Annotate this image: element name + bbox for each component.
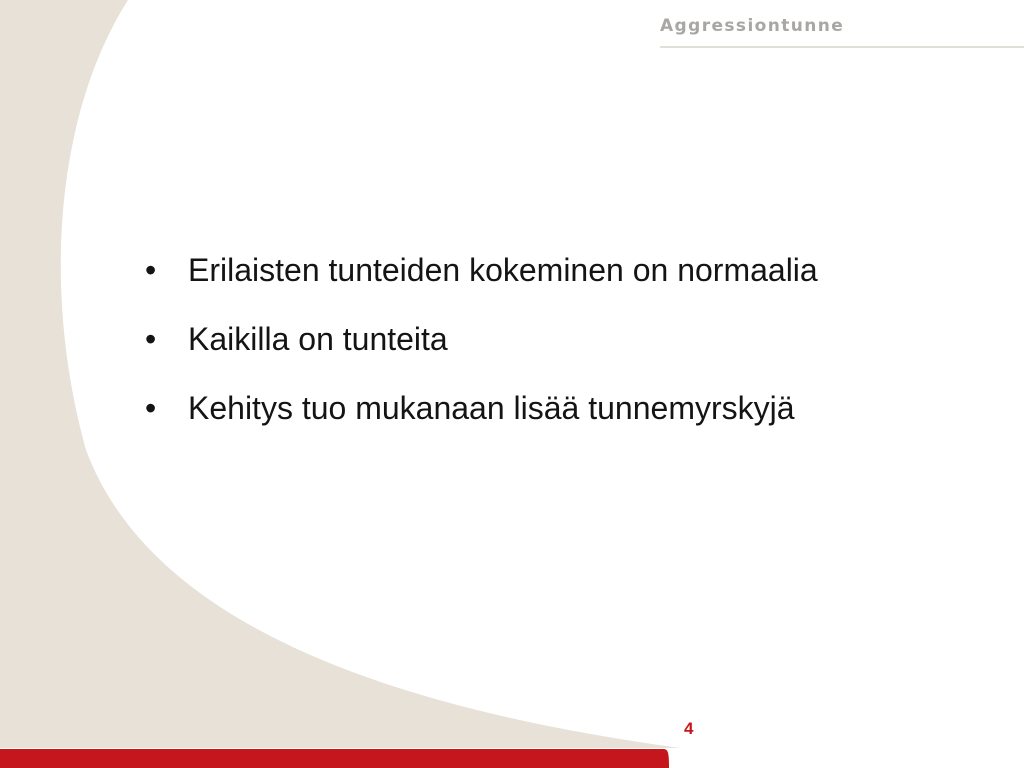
bullet-item — [145, 386, 818, 430]
bullet-marker: • — [145, 390, 157, 426]
page-number: 4 — [684, 719, 694, 738]
bullet-text: Kaikilla on tunteita — [188, 321, 448, 357]
bullet-item — [145, 317, 818, 361]
bullet-marker: • — [145, 321, 157, 357]
bullet-marker: • — [145, 252, 157, 288]
bullet-list — [145, 248, 818, 455]
header-title: Aggressiontunne — [660, 16, 845, 36]
bullet-text: Kehitys tuo mukanaan lisää tunnemyrskyjä — [188, 390, 795, 426]
bullet-item — [145, 248, 818, 292]
bullet-text: Erilaisten tunteiden kokeminen on normaalia — [188, 252, 818, 288]
bottom-red-bar — [0, 749, 669, 768]
